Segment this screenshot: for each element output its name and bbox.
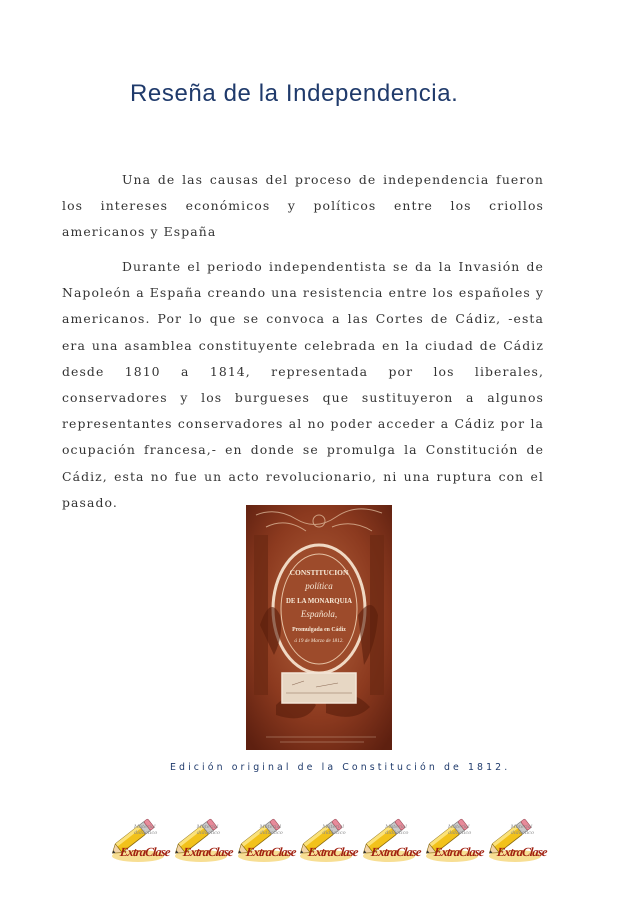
page-title: Reseña de la Independencia.: [130, 80, 459, 107]
logo-small-text: Material didáctico: [196, 824, 220, 836]
figure-caption: Edición original de la Constitución de 1812.: [170, 762, 511, 773]
extraclase-logo-6: [422, 816, 485, 864]
plate-line-3: DE LA MONARQUIA: [285, 598, 353, 605]
plate-line-1: CONSTITUCION: [289, 568, 349, 577]
logo-small-text: Material didáctico: [134, 824, 158, 836]
plate-line-5: Promulgada en Cádiz: [292, 627, 346, 633]
extraclase-logo-5: [359, 816, 422, 864]
extraclase-logo-2: [171, 816, 234, 864]
logo-wordmark: ExtraClase: [496, 845, 548, 859]
extraclase-logo-7: [485, 816, 548, 864]
logo-wordmark: ExtraClase: [244, 845, 297, 859]
logo-wordmark: ExtraClase: [370, 845, 422, 859]
paragraph-napoleon-invasion: Durante el periodo independentista se da la Invasión de Napoleón a España creando una resistencia entre los españoles y americanos. Por lo que se convoca a las Cortes de Cádiz, -esta era una asamblea constituyente celebrada en la ciudad de Cádiz desde 1810 a 1814, representada por los liberales, conservadores y los burgueses que sustituyeron a algunos representantes conservadores al no poder acceder a Cádiz por la ocupación francesa,- en donde se promulga la Constitución de Cádiz, esta no fue un acto revolucionario, ni una ruptura con el pasado.: [62, 259, 544, 510]
constitution-engraving-image: [246, 505, 392, 750]
logo-small-text: Material didáctico: [259, 824, 283, 836]
extraclase-logo-4: [296, 816, 359, 864]
plate-line-6: á 19 de Marzo de 1812.: [294, 638, 344, 644]
paragraph-causes: Una de las causas del proceso de independencia fueron los intereses económicos y políticos entre los criollos americanos y España: [62, 172, 544, 240]
extraclase-logo-3: [234, 816, 297, 864]
logo-small-text: Material didáctico: [448, 824, 472, 836]
logo-wordmark: ExtraClase: [119, 845, 171, 859]
logo-wordmark: ExtraClase: [307, 845, 359, 859]
logo-small-text: Material didáctico: [510, 824, 534, 836]
plate-line-4: Española,: [300, 609, 338, 619]
footer-logo-strip: [108, 816, 548, 864]
logo-wordmark: ExtraClase: [433, 845, 485, 859]
plate-line-2: política: [305, 581, 333, 591]
logo-small-text: Material didáctico: [385, 824, 409, 836]
logo-wordmark: ExtraClase: [182, 845, 234, 859]
logo-small-text: Material didáctico: [322, 824, 346, 836]
extraclase-logo-1: [108, 816, 171, 864]
